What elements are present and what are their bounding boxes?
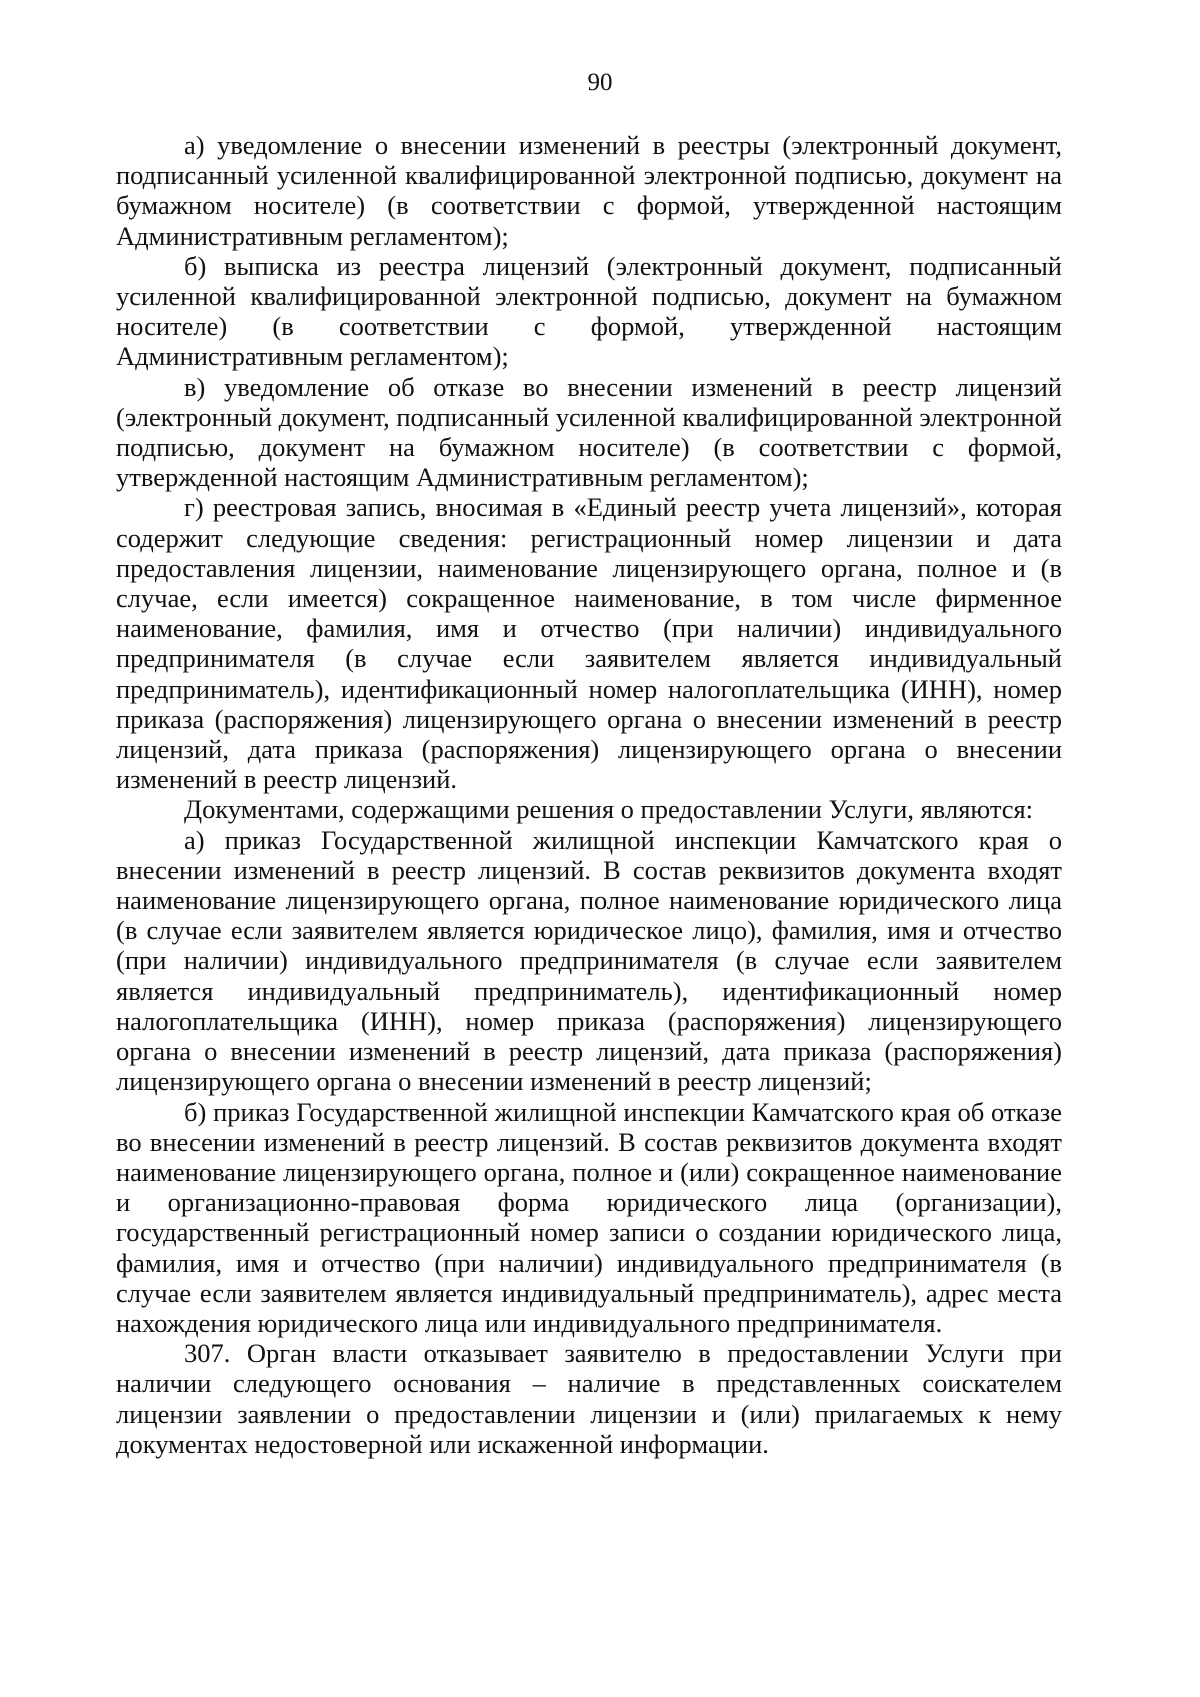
paragraph-order-refusal: б) приказ Государственной жилищной инспекции Камчатского края об отказе во внесении изменений в реестр лицензий. В состав реквизитов документа входят наименование лицензирующего органа, полное и (или) сокращенное наименование и организационно-правовая форма юридического лица (организации), государственный регистрационный номер записи о создании юридического лица, фамилия, имя и отчество (при наличии) индивидуального предпринимателя (в случае если заявителем является индивидуальный предприниматель), адрес места нахождения юридического лица или индивидуального предпринимателя. <box>116 1096 1062 1338</box>
document-body <box>116 130 1062 1459</box>
page-number: 90 <box>587 69 613 96</box>
paragraph-notification-registry-changes: а) уведомление о внесении изменений в реестры (электронный документ, подписанный усиленной квалифицированной электронной подписью, документ на бумажном носителе) (в соответствии с формой, утвержденной настоящим Административным регламентом); <box>116 130 1062 251</box>
paragraph-clause-307: 307. Орган власти отказывает заявителю в предоставлении Услуги при наличии следующего основания – наличие в представленных соискателем лицензии заявлении о предоставлении лицензии и (или) прилагаемых к нему документах недостоверной или искаженной информации. <box>116 1338 1062 1459</box>
paragraph-registry-record: г) реестровая запись, вносимая в «Единый реестр учета лицензий», которая содержит следующие сведения: регистрационный номер лицензии и дата предоставления лицензии, наименование лицензирующего органа, полное и (в случае, если имеется) сокращенное наименование, в том числе фирменное наименование, фамилия, имя и отчество (при наличии) индивидуального предпринимателя (в случае если заявителем является индивидуальный предприниматель), идентификационный номер налогоплательщика (ИНН), номер приказа (распоряжения) лицензирующего органа о внесении изменений в реестр лицензий, дата приказа (распоряжения) лицензирующего органа о внесении изменений в реестр лицензий. <box>116 492 1062 795</box>
paragraph-refusal-notification: в) уведомление об отказе во внесении изменений в реестр лицензий (электронный документ, подписанный усиленной квалифицированной электронной подписью, документ на бумажном носителе) (в соответствии с формой, утвержденной настоящим Административным регламентом); <box>116 371 1062 493</box>
paragraph-license-registry-extract: б) выписка из реестра лицензий (электронный документ, подписанный усиленной квалифицированной электронной подписью, документ на бумажном носителе) (в соответствии с формой, утвержденной настоящим Административным регламентом); <box>116 250 1062 372</box>
paragraph-order-changes: а) приказ Государственной жилищной инспекции Камчатского края о внесении изменений в реестр лицензий. В состав реквизитов документа входят наименование лицензирующего органа, полное наименование юридического лица (в случае если заявителем является юридическое лицо), фамилия, имя и отчество (при наличии) индивидуального предпринимателя (в случае если заявителем является индивидуальный предприниматель), идентификационный номер налогоплательщика (ИНН), номер приказа (распоряжения) лицензирующего органа о внесении изменений в реестр лицензий, дата приказа (распоряжения) лицензирующего органа о внесении изменений в реестр лицензий; <box>116 824 1062 1097</box>
paragraph-decision-documents-intro: Документами, содержащими решения о предоставлении Услуги, являются: <box>184 794 1034 825</box>
